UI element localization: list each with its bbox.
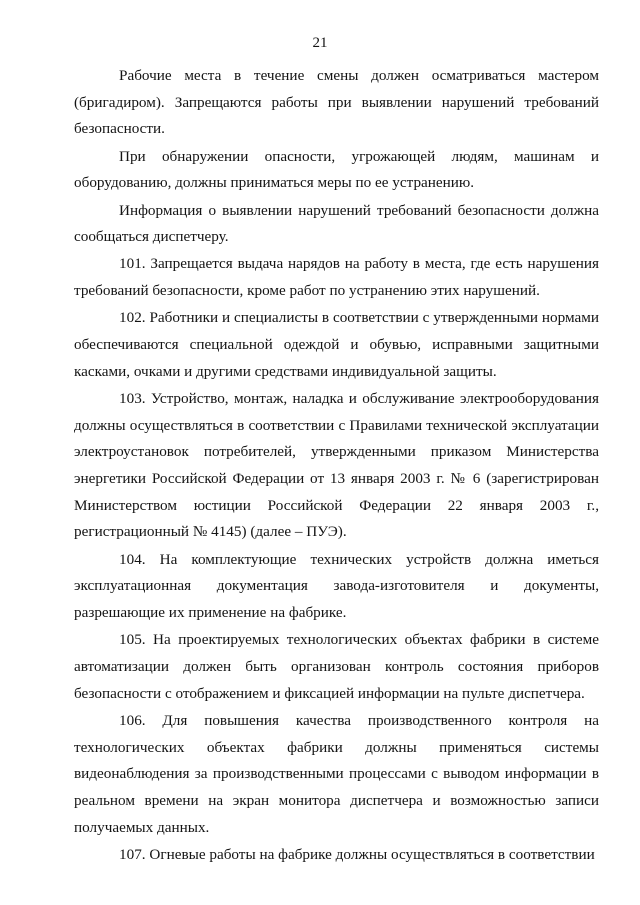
document-body [74, 63, 599, 869]
paragraph-107: 107. Огневые работы на фабрике должны осуществляться в соответствии [119, 845, 595, 863]
paragraph-106: 106. Для повышения качества производственного контроля на технологических объектах фабрики должны применяться системы видеонаблюдения за производственными процессами с выводом информации в реальном времени на экран монитора диспетчера и возможностью записи получаемых данных. [74, 711, 599, 836]
paragraph-102: 102. Работники и специалисты в соответствии с утвержденными нормами обеспечиваются специальной одеждой и обувью, исправными защитными касками, очками и другими средствами индивидуальной защиты. [74, 309, 599, 380]
paragraph-danger-measures: При обнаружении опасности, угрожающей людям, машинам и оборудованию, должны приниматься меры по ее устранению. [74, 147, 599, 192]
paragraph-104: 104. На комплектующие технических устройств должна иметься эксплуатационная документация завода-изготовителя и документы, разрешающие их применение на фабрике. [74, 550, 599, 622]
paragraph-101: 101. Запрещается выдача нарядов на работу в места, где есть нарушения требований безопасности, кроме работ по устранению этих нарушений. [74, 255, 599, 300]
page-number: 21 [312, 35, 328, 51]
paragraph-workplace-inspection: Рабочие места в течение смены должен осматриваться мастером (бригадиром). Запрещаются работы при выявлении нарушений требований безопасности. [74, 67, 599, 138]
paragraph-dispatcher-report: Информация о выявлении нарушений требований безопасности должна сообщаться диспетчеру. [74, 201, 599, 246]
paragraph-103: 103. Устройство, монтаж, наладка и обслуживание электрооборудования должны осуществляться в соответствии с Правилами технической эксплуатации электроустановок потребителей, утвержденными приказом Министерства энергетики Российской Федерации от 13 января 2003 г. № 6 (зарегистрирован Министерством юстиции Российской Федерации 22 января 2003 г., регистрационный № 4145) (далее – ПУЭ). [74, 389, 599, 541]
paragraph-105: 105. На проектируемых технологических объектах фабрики в системе автоматизации должен быть организован контроль состояния приборов безопасности с отображением и фиксацией информации на пульте диспетчера. [74, 631, 599, 702]
